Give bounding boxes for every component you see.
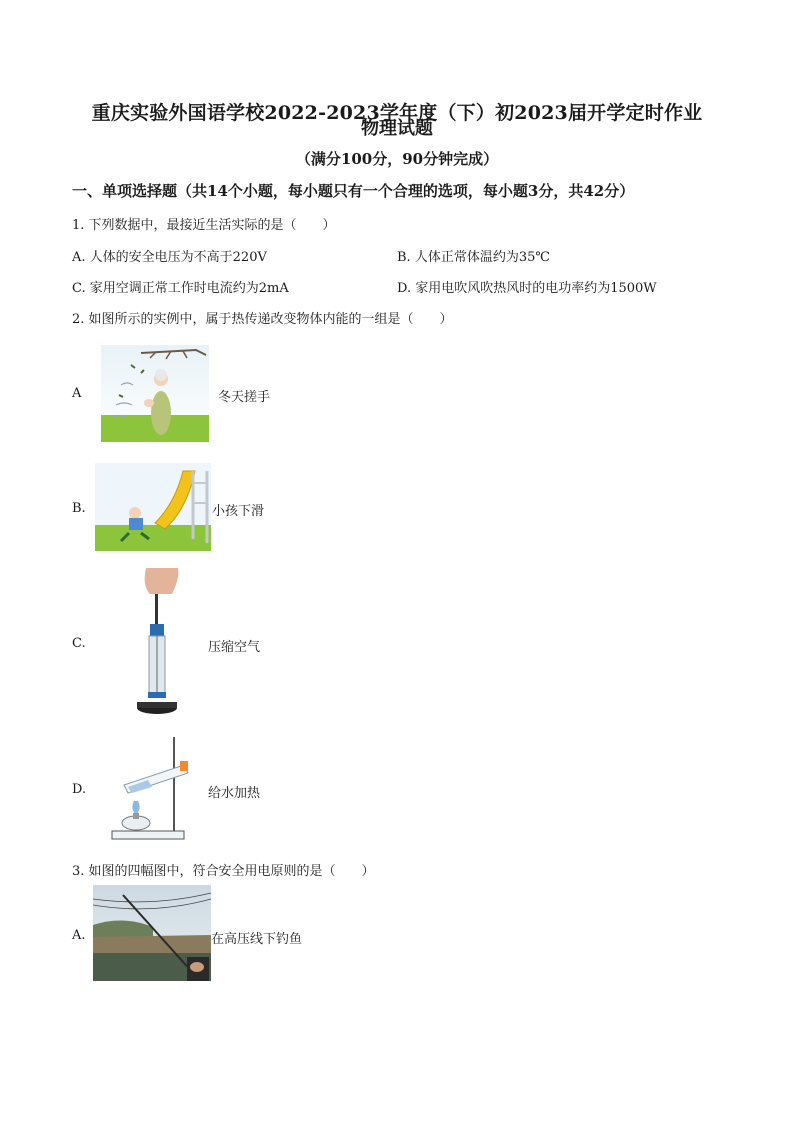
question-3-option-a-caption: 在高压线下钓鱼	[211, 932, 303, 947]
question-3-option-a-label: A.	[72, 928, 86, 943]
question-2-option-d-caption: 给水加热	[208, 786, 261, 801]
question-2-option-b-label: B.	[72, 501, 86, 516]
air-compression-apparatus	[132, 568, 182, 718]
question-2-option-d-label: D.	[72, 782, 87, 797]
section-heading: 一、单项选择题（共14个小题，每小题只有一个合理的选项，每小题3分，共42分）	[72, 182, 635, 200]
question-1-option-b: B. 人体正常体温约为35℃	[397, 250, 550, 265]
heating-water-apparatus	[104, 735, 192, 845]
question-2-option-a-caption: 冬天搓手	[218, 390, 271, 405]
slide-illustration	[95, 463, 211, 551]
question-2-option-c-caption: 压缩空气	[208, 640, 261, 655]
exam-note: （满分100分，90分钟完成）	[295, 150, 499, 168]
question-1-option-d: D. 家用电吹风吹热风时的电功率约为1500W	[397, 281, 657, 296]
rubbing-hands-illustration	[101, 345, 209, 442]
question-2-option-c-label: C.	[72, 636, 86, 651]
question-2-option-b-caption: 小孩下滑	[212, 504, 265, 519]
question-1-option-c: C. 家用空调正常工作时电流约为2mA	[72, 281, 289, 296]
fishing-under-power-lines-photo	[93, 885, 211, 981]
question-2-option-a-label: A	[72, 386, 82, 401]
question-3-stem: 3. 如图的四幅图中，符合安全用电原则的是（ ）	[72, 864, 375, 879]
exam-subject: 物理试题	[361, 118, 433, 139]
question-1-stem: 1. 下列数据中，最接近生活实际的是（ ）	[72, 218, 336, 233]
exam-title: 重庆实验外国语学校2022-2023学年度（下）初2023届开学定时作业	[91, 102, 703, 124]
question-2-stem: 2. 如图所示的实例中，属于热传递改变物体内能的一组是（ ）	[72, 312, 453, 327]
question-1-option-a: A. 人体的安全电压为不高于220V	[72, 250, 267, 265]
